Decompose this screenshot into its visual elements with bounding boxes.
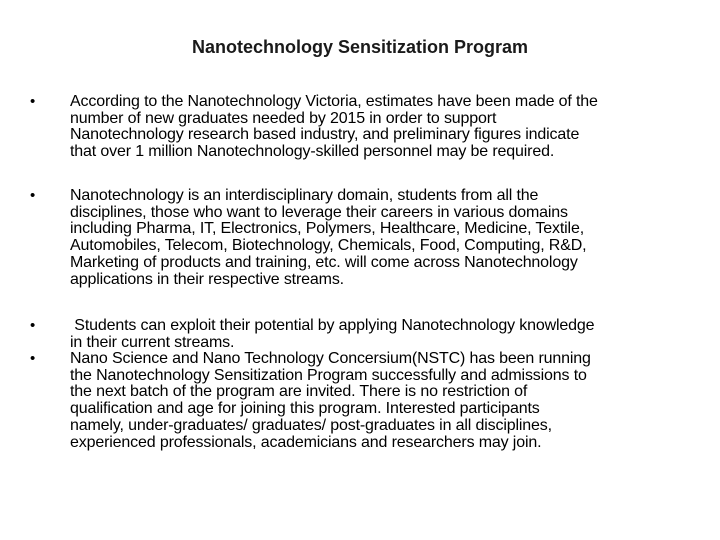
bullet-text-line: including Pharma, IT, Electronics, Polymers, Healthcare, Medicine, Textile,: [70, 220, 585, 238]
bullet-text-line: applications in their respective streams.: [70, 270, 344, 288]
bullet-icon: •: [30, 187, 36, 204]
bullet-text-line: in their current streams.: [70, 333, 235, 351]
bullet-text-line: Nanotechnology research based industry, and preliminary figures indicate: [70, 126, 580, 144]
bullet-text-line: disciplines, those who want to leverage their careers in various domains: [70, 203, 568, 221]
bullet-icon: •: [30, 350, 36, 367]
bullet-text-line: namely, under-graduates/ graduates/ post-graduates in all disciplines,: [70, 416, 552, 434]
bullet-text-line: the Nanotechnology Sensitization Program successfully and admissions to: [70, 366, 587, 384]
bullet-icon: •: [30, 317, 36, 334]
bullet-text-line: the next batch of the program are invited. There is no restriction of: [70, 383, 528, 401]
bullet-text-line: Nano Science and Nano Technology Concersium(NSTC) has been running: [70, 350, 591, 367]
bullet-text-line: Students can exploit their potential by applying Nanotechnology knowledge: [70, 317, 595, 334]
slide-title: Nanotechnology Sensitization Program: [191, 37, 529, 57]
bullet-text-line: Nanotechnology is an interdisciplinary domain, students from all the: [70, 187, 539, 204]
bullet-icon: •: [30, 93, 36, 110]
bullet-text-line: that over 1 million Nanotechnology-skilled personnel may be required.: [70, 143, 555, 161]
bullet-text-line: Marketing of products and training, etc. will come across Nanotechnology: [70, 253, 578, 271]
bullet-text-line: Automobiles, Telecom, Biotechnology, Chemicals, Food, Computing, R&D,: [70, 237, 587, 255]
bullet-text-line: number of new graduates needed by 2015 in order to support: [70, 109, 497, 127]
bullet-text-line: experienced professionals, academicians and researchers may join.: [70, 433, 542, 451]
bullet-text-line: According to the Nanotechnology Victoria, estimates have been made of the: [70, 93, 598, 110]
bullet-text-line: qualification and age for joining this program. Interested participants: [70, 400, 540, 418]
